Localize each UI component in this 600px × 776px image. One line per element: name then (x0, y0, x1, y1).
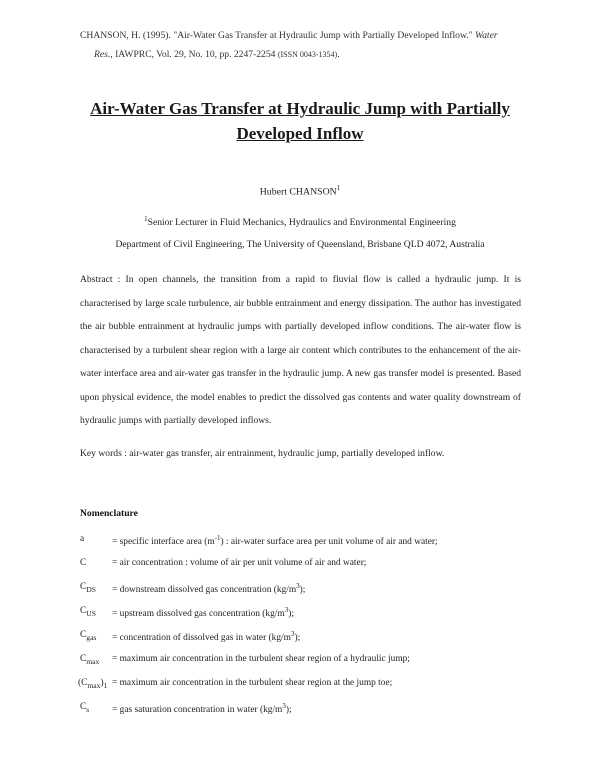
nomenclature-row (80, 672, 520, 694)
nomenclature-symbol: $C_{US}$ (80, 606, 96, 618)
citation-issn: (ISSN 0043-1354) (277, 50, 338, 59)
author-marker: 1 (336, 184, 341, 192)
title-line-1: Air-Water Gas Transfer at Hydraulic Jump with Partially (90, 99, 510, 118)
nomenclature-heading: Nomenclature (80, 508, 138, 519)
title-line-2: Developed Inflow (236, 124, 364, 143)
nomenclature-symbol: $(C_{max})_1$ (78, 678, 108, 690)
author-name: Hubert CHANSON (259, 186, 337, 198)
nomenclature-definition: = gas saturation concentration in water $(kg/m^3)$; (112, 702, 292, 716)
nomenclature-row (80, 624, 520, 646)
nomenclature-symbol: $C_{max}$ (80, 654, 100, 666)
nomenclature-definition: = upstream dissolved gas concentration $(kg/m^3)$; (112, 606, 294, 620)
citation-line1: CHANSON, H. (1995). "Air-Water Gas Transfer at Hydraulic Jump with Partially Developed Inflow." (80, 30, 475, 41)
nomenclature-symbol: C (80, 558, 87, 568)
affiliation (0, 208, 600, 256)
citation-end: . (337, 49, 340, 60)
nomenclature-row (80, 576, 520, 598)
nomenclature-definition: = maximum air concentration in the turbulent shear region of a hydraulic jump; (112, 654, 410, 664)
affiliation-line-2: Department of Civil Engineering, The University of Queensland, Brisbane QLD 4072, Australia (115, 239, 485, 251)
paper-title (60, 96, 540, 146)
abstract: Abstract : In open channels, the transition from a rapid to fluvial flow is called a hydraulic jump. It is characterised by large scale turbulence, air bubble entrainment and energy dissipation. The author has investigated the air bubble entrainment at hydraulic jumps with partially developed inflow conditions. The air-water flow is characterised by a turbulent shear region with a large air content which contributes to the enhancement of the air-water interface area and air-water gas transfer in the hydraulic jump. A new gas transfer model is presented. Based upon physical evidence, the model enables to predict the dissolved gas contents and water quality downstream of hydraulic jumps with partially developed inflows. (80, 274, 521, 426)
nomenclature-symbol: $C_{gas}$ (80, 630, 97, 642)
nomenclature-definition: = concentration of dissolved gas in water $(kg/m^3)$; (112, 630, 301, 644)
author (0, 184, 600, 197)
nomenclature-definition: = maximum air concentration in the turbulent shear region at the jump toe; (112, 678, 393, 688)
nomenclature-row (80, 648, 520, 670)
nomenclature-symbol: $C_s$ (80, 702, 90, 714)
nomenclature-symbol: $C_{DS}$ (80, 582, 96, 594)
citation-journal-part1: Water (475, 30, 498, 41)
affiliation-marker: 1 (144, 215, 148, 223)
affiliation-line-1: $^1$Senior Lecturer in Fluid Mechanics, Hydraulics and Environmental Engineering (144, 215, 456, 229)
citation-journal-part2: Res. (94, 49, 111, 60)
nomenclature-definition: = specific interface area $(m^{-1})$ : air-water surface area per unit volume of air and water; (112, 534, 438, 548)
nomenclature-row (80, 696, 520, 718)
citation-line2 (80, 45, 520, 64)
nomenclature-definition: = air concentration : volume of air per unit volume of air and water; (112, 558, 367, 568)
nomenclature-row (80, 528, 520, 550)
citation (80, 26, 520, 64)
nomenclature-row (80, 600, 520, 622)
keywords: Key words : air-water gas transfer, air entrainment, hydraulic jump, partially developed inflow. (80, 448, 445, 459)
nomenclature-definition: = downstream dissolved gas concentration $(kg/m^3)$; (112, 582, 306, 596)
nomenclature-row (80, 552, 520, 574)
nomenclature-symbol: a (80, 534, 85, 544)
citation-volume: , IAWPRC, Vol. 29, No. 10, pp. 2247-2254 (110, 49, 278, 60)
